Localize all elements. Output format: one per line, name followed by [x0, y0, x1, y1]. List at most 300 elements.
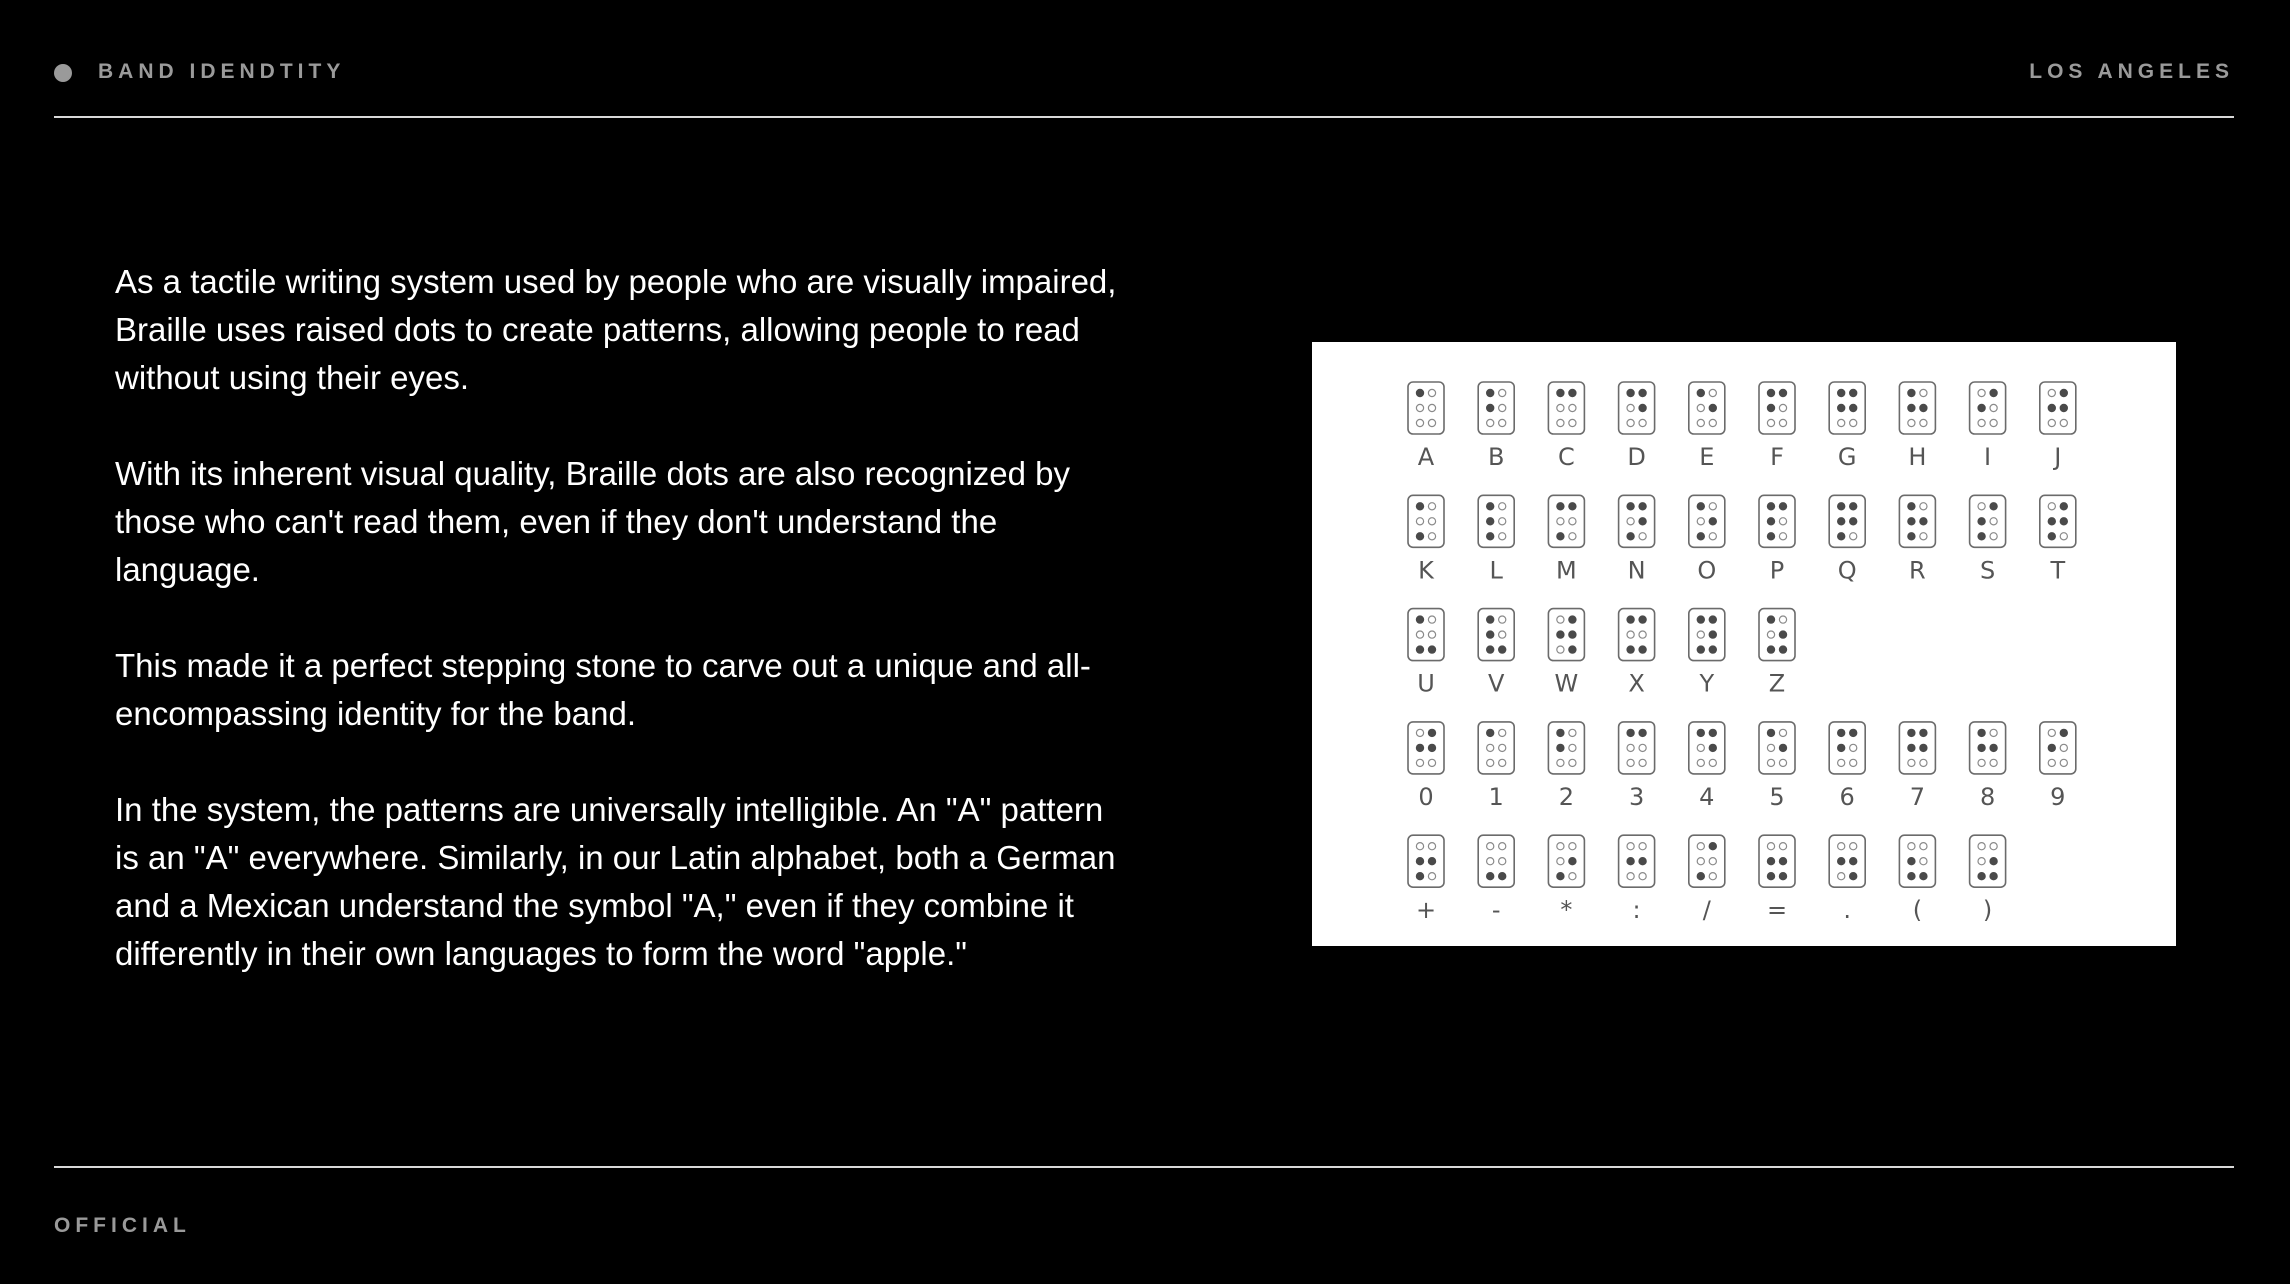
braille-cell-frame [1759, 382, 1795, 434]
braille-dot-empty [1428, 631, 1435, 638]
braille-cell-frame [1689, 722, 1725, 774]
braille-dot-empty [1779, 419, 1786, 426]
braille-dot-raised [1908, 744, 1915, 751]
braille-dot-empty [1908, 759, 1915, 766]
braille-label: ( [1912, 896, 1923, 925]
braille-cell-frame [1970, 722, 2006, 774]
braille-dot-empty [1428, 616, 1435, 623]
braille-dot-empty [1709, 503, 1716, 510]
braille-dot-empty [2060, 419, 2067, 426]
braille-cell-8 [1970, 722, 2006, 811]
braille-cell-frame [1970, 495, 2006, 547]
braille-dot-empty [1779, 616, 1786, 623]
braille-cell-frame [1829, 722, 1865, 774]
braille-dot-empty [1838, 873, 1845, 880]
braille-dot-empty [1499, 843, 1506, 850]
braille-dot-empty [1499, 533, 1506, 540]
braille-cell-frame [1619, 495, 1655, 547]
braille-dot-empty [1428, 533, 1435, 540]
braille-dot-raised [1709, 616, 1716, 623]
braille-cell-frame [1689, 835, 1725, 887]
braille-dot-raised [2048, 404, 2055, 411]
braille-label: C [1558, 443, 1575, 471]
braille-cell-frame [1408, 382, 1444, 434]
braille-dot-raised [1908, 518, 1915, 525]
braille-cell-( [1899, 835, 1935, 924]
braille-dot-empty [2060, 744, 2067, 751]
braille-label: 9 [2050, 782, 2066, 811]
braille-dot-empty [1990, 518, 1997, 525]
braille-dot-raised [1767, 616, 1774, 623]
braille-dot-empty [1569, 729, 1576, 736]
braille-dot-raised [1428, 744, 1435, 751]
braille-dot-raised [2060, 389, 2067, 396]
braille-cell-frame [1408, 835, 1444, 887]
braille-dot-raised [2060, 404, 2067, 411]
braille-dot-raised [1557, 744, 1564, 751]
braille-dot-empty [1978, 759, 1985, 766]
braille-dot-empty [1416, 518, 1423, 525]
braille-dot-empty [1779, 729, 1786, 736]
braille-cell-frame [1548, 722, 1584, 774]
braille-dot-empty [1416, 419, 1423, 426]
braille-dot-empty [1908, 419, 1915, 426]
braille-dot-raised [1416, 616, 1423, 623]
braille-dot-empty [1428, 404, 1435, 411]
braille-dot-raised [1709, 744, 1716, 751]
braille-label: F [1770, 443, 1784, 471]
braille-label: P [1769, 556, 1785, 585]
braille-cell-frame [1548, 835, 1584, 887]
braille-dot-empty [1557, 616, 1564, 623]
header-location: LOS ANGELES [2029, 60, 2234, 83]
braille-dot-raised [1779, 503, 1786, 510]
braille-dot-raised [1767, 533, 1774, 540]
braille-cell-frame [1478, 382, 1514, 434]
braille-cell-= [1759, 835, 1795, 924]
braille-label: W [1554, 669, 1579, 698]
braille-dot-empty [1627, 518, 1634, 525]
braille-dot-raised [1767, 503, 1774, 510]
braille-dot-empty [1697, 759, 1704, 766]
braille-dot-raised [1978, 404, 1985, 411]
braille-dot-raised [1697, 389, 1704, 396]
braille-dot-empty [1487, 843, 1494, 850]
braille-dot-raised [1709, 646, 1716, 653]
braille-label: Q [1837, 556, 1857, 585]
braille-cell-U [1408, 609, 1444, 698]
braille-dot-raised [1557, 503, 1564, 510]
braille-dot-raised [1850, 729, 1857, 736]
braille-dot-empty [1428, 843, 1435, 850]
braille-dot-raised [1838, 533, 1845, 540]
braille-dot-raised [1639, 616, 1646, 623]
paragraph-universality: In the system, the patterns are universally intelligible. An "A" pattern is an "A" everywhere. Similarly, in our Latin alphabet, both a German and a Mexican understand the symbol "A," even if they combine it differently in their own languages to form the word "apple." [115, 791, 1116, 972]
braille-dot-empty [1428, 503, 1435, 510]
braille-chart-panel [1312, 342, 2176, 946]
braille-cell-frame [1759, 722, 1795, 774]
braille-dot-raised [1779, 873, 1786, 880]
braille-cell-frame [1408, 495, 1444, 547]
braille-dot-raised [1569, 616, 1576, 623]
braille-dot-raised [1416, 503, 1423, 510]
braille-dot-empty [1697, 404, 1704, 411]
braille-dot-raised [1850, 858, 1857, 865]
braille-dot-empty [1428, 518, 1435, 525]
braille-dot-raised [1627, 858, 1634, 865]
braille-dot-raised [1767, 518, 1774, 525]
braille-cell-4 [1689, 722, 1725, 811]
braille-label: T [2050, 556, 2066, 585]
braille-dot-raised [1499, 646, 1506, 653]
braille-dot-raised [1838, 729, 1845, 736]
braille-dot-raised [2060, 503, 2067, 510]
braille-dot-raised [1978, 744, 1985, 751]
braille-dot-raised [1487, 646, 1494, 653]
braille-label: O [1697, 556, 1717, 585]
braille-dot-empty [1697, 858, 1704, 865]
header-title: BAND IDENDTITY [98, 60, 346, 83]
braille-dot-empty [1639, 419, 1646, 426]
braille-label: A [1417, 443, 1435, 471]
braille-cell-D [1619, 382, 1655, 471]
braille-dot-raised [1850, 389, 1857, 396]
braille-dot-raised [1838, 404, 1845, 411]
braille-dot-raised [1487, 631, 1494, 638]
braille-label: I [1984, 443, 1992, 471]
braille-dot-empty [1499, 419, 1506, 426]
braille-cell-frame [1408, 609, 1444, 661]
braille-label: X [1628, 669, 1645, 698]
braille-dot-raised [1920, 744, 1927, 751]
braille-dot-raised [1850, 873, 1857, 880]
braille-dot-raised [1569, 858, 1576, 865]
braille-dot-raised [1779, 389, 1786, 396]
braille-dot-raised [1627, 729, 1634, 736]
braille-dot-empty [1639, 631, 1646, 638]
braille-cell-frame [1689, 382, 1725, 434]
braille-dot-raised [1779, 646, 1786, 653]
braille-dot-raised [1838, 503, 1845, 510]
braille-dot-empty [1920, 503, 1927, 510]
braille-cell-5 [1759, 722, 1795, 811]
braille-cell-frame [1478, 835, 1514, 887]
braille-cell-frame [1759, 609, 1795, 661]
braille-dot-empty [1697, 843, 1704, 850]
braille-label: S [1979, 556, 1996, 585]
braille-dot-raised [1499, 873, 1506, 880]
braille-cell-X [1619, 609, 1655, 698]
braille-dot-empty [1990, 533, 1997, 540]
braille-dot-raised [1639, 404, 1646, 411]
braille-label: E [1699, 443, 1715, 471]
braille-label: R [1909, 556, 1926, 585]
braille-dot-raised [1697, 503, 1704, 510]
braille-cell-Q [1829, 495, 1865, 584]
braille-label: 3 [1628, 782, 1645, 811]
braille-dot-empty [2048, 419, 2055, 426]
braille-dot-empty [1487, 419, 1494, 426]
braille-label: . [1843, 896, 1852, 925]
braille-cell-frame [1619, 722, 1655, 774]
braille-cell-frame [2040, 495, 2076, 547]
braille-dot-raised [1697, 729, 1704, 736]
braille-dot-empty [1779, 518, 1786, 525]
braille-dot-empty [1779, 533, 1786, 540]
braille-dot-raised [1639, 503, 1646, 510]
braille-dot-empty [2060, 759, 2067, 766]
braille-dot-empty [1990, 404, 1997, 411]
braille-dot-empty [1499, 518, 1506, 525]
braille-dot-raised [1978, 533, 1985, 540]
braille-dot-empty [1557, 759, 1564, 766]
braille-dot-empty [1709, 759, 1716, 766]
braille-cell-B [1478, 382, 1514, 471]
braille-dot-raised [1569, 646, 1576, 653]
braille-dot-raised [1697, 646, 1704, 653]
braille-cell-frame [1829, 495, 1865, 547]
braille-dot-empty [1416, 631, 1423, 638]
braille-dot-empty [1850, 843, 1857, 850]
braille-dot-empty [1779, 759, 1786, 766]
braille-dot-empty [1627, 631, 1634, 638]
braille-dot-raised [1639, 518, 1646, 525]
braille-dot-raised [1697, 873, 1704, 880]
braille-dot-raised [1767, 389, 1774, 396]
paragraph-identity: This made it a perfect stepping stone to carve out a unique and all-encompassing identity for the band. [115, 647, 1091, 732]
braille-cell-- [1478, 835, 1514, 924]
braille-dot-raised [1990, 389, 1997, 396]
braille-dot-empty [1838, 843, 1845, 850]
braille-label: M [1556, 556, 1577, 585]
braille-dot-empty [1850, 533, 1857, 540]
braille-cell-frame [2040, 722, 2076, 774]
braille-dot-raised [1569, 503, 1576, 510]
braille-dot-empty [1709, 873, 1716, 880]
braille-dot-raised [1627, 503, 1634, 510]
braille-dot-empty [1499, 744, 1506, 751]
braille-label: V [1487, 669, 1505, 698]
braille-dot-raised [1779, 744, 1786, 751]
braille-dot-empty [1639, 759, 1646, 766]
braille-dot-empty [1697, 419, 1704, 426]
braille-dot-empty [1627, 873, 1634, 880]
braille-dot-empty [1920, 843, 1927, 850]
braille-dot-raised [1487, 404, 1494, 411]
braille-cell-W [1548, 609, 1584, 698]
braille-cell-V [1478, 609, 1514, 698]
braille-dot-empty [1639, 744, 1646, 751]
braille-cell-frame [1759, 495, 1795, 547]
braille-dot-empty [1767, 759, 1774, 766]
braille-dot-empty [1557, 843, 1564, 850]
braille-dot-raised [2060, 729, 2067, 736]
braille-dot-empty [1569, 744, 1576, 751]
braille-dot-raised [1767, 858, 1774, 865]
braille-dot-empty [1416, 759, 1423, 766]
braille-label: + [1415, 896, 1437, 925]
braille-dot-raised [1697, 616, 1704, 623]
braille-cell-/ [1689, 835, 1725, 924]
braille-dot-empty [1850, 744, 1857, 751]
braille-dot-raised [1920, 518, 1927, 525]
braille-label: L [1489, 556, 1503, 585]
braille-cell-frame [1478, 609, 1514, 661]
braille-dot-empty [1487, 744, 1494, 751]
braille-cell-T [2040, 495, 2076, 584]
braille-dot-empty [1709, 533, 1716, 540]
braille-dot-empty [1838, 419, 1845, 426]
braille-cell-1 [1478, 722, 1514, 811]
braille-dot-empty [2048, 759, 2055, 766]
braille-dot-raised [1850, 503, 1857, 510]
braille-dot-empty [1978, 503, 1985, 510]
braille-dot-raised [1639, 389, 1646, 396]
braille-cell-S [1970, 495, 2006, 584]
paragraph-visual-quality: With its inherent visual quality, Braille dots are also recognized by those who can't read them, even if they don't understand the language. [115, 455, 1071, 588]
braille-dot-raised [1908, 404, 1915, 411]
braille-dot-raised [1838, 518, 1845, 525]
braille-label: N [1627, 556, 1646, 585]
braille-dot-empty [1416, 404, 1423, 411]
braille-cell-frame [1899, 722, 1935, 774]
braille-cell-frame [1478, 722, 1514, 774]
braille-dot-raised [1557, 873, 1564, 880]
braille-dot-empty [1697, 631, 1704, 638]
braille-dot-raised [1838, 858, 1845, 865]
braille-dot-empty [1767, 631, 1774, 638]
braille-label: ) [1982, 896, 1993, 925]
braille-dot-empty [1767, 843, 1774, 850]
braille-dot-raised [1557, 389, 1564, 396]
braille-dot-raised [1990, 744, 1997, 751]
braille-dot-raised [1709, 518, 1716, 525]
braille-dot-empty [1767, 744, 1774, 751]
braille-dot-empty [1499, 759, 1506, 766]
braille-dot-raised [2048, 518, 2055, 525]
braille-dot-empty [1499, 404, 1506, 411]
braille-dot-raised [1697, 533, 1704, 540]
braille-label: * [1560, 896, 1573, 925]
braille-dot-empty [1557, 518, 1564, 525]
braille-cell-frame [1689, 495, 1725, 547]
braille-dot-empty [1499, 616, 1506, 623]
braille-dot-raised [1639, 646, 1646, 653]
braille-dot-empty [1569, 843, 1576, 850]
braille-dot-empty [1990, 419, 1997, 426]
braille-label: K [1418, 556, 1434, 585]
braille-cell-frame [1759, 835, 1795, 887]
braille-cell-E [1689, 382, 1725, 471]
braille-cell-frame [1970, 382, 2006, 434]
braille-dot-raised [1416, 533, 1423, 540]
braille-cell-frame [1899, 835, 1935, 887]
braille-cell-frame [1619, 609, 1655, 661]
braille-dot-empty [1569, 419, 1576, 426]
braille-dot-raised [1416, 858, 1423, 865]
braille-cell-. [1829, 835, 1865, 924]
braille-dot-raised [1639, 729, 1646, 736]
braille-dot-raised [1709, 404, 1716, 411]
braille-dot-raised [1627, 646, 1634, 653]
braille-cell-F [1759, 382, 1795, 471]
braille-dot-empty [1499, 631, 1506, 638]
header-dot-icon [54, 64, 72, 82]
braille-dot-raised [1428, 646, 1435, 653]
braille-dot-empty [1920, 419, 1927, 426]
braille-cell-3 [1619, 722, 1655, 811]
braille-dot-raised [1767, 873, 1774, 880]
braille-cell-H [1899, 382, 1935, 471]
braille-dot-raised [1767, 646, 1774, 653]
braille-dot-raised [1978, 518, 1985, 525]
braille-dot-empty [1627, 843, 1634, 850]
braille-dot-empty [1709, 389, 1716, 396]
braille-dot-empty [1978, 419, 1985, 426]
paragraph-intro: As a tactile writing system used by people who are visually impaired, Braille uses raised dots to create patterns, allowing people to read without using their eyes. [115, 263, 1117, 396]
braille-cell-C [1548, 382, 1584, 471]
braille-cell-Y [1689, 609, 1725, 698]
braille-dot-empty [1499, 858, 1506, 865]
braille-dot-raised [1920, 404, 1927, 411]
braille-dot-empty [1627, 419, 1634, 426]
braille-dot-raised [1487, 503, 1494, 510]
braille-dot-empty [1779, 404, 1786, 411]
braille-dot-raised [1908, 503, 1915, 510]
braille-dot-empty [1627, 744, 1634, 751]
braille-dot-empty [1627, 759, 1634, 766]
braille-dot-raised [1767, 729, 1774, 736]
braille-dot-empty [1499, 389, 1506, 396]
braille-dot-empty [1487, 858, 1494, 865]
braille-dot-empty [1990, 843, 1997, 850]
braille-cell-K [1408, 495, 1444, 584]
braille-cell-0 [1408, 722, 1444, 811]
braille-dot-raised [1838, 389, 1845, 396]
footer-divider [54, 1166, 2234, 1168]
braille-dot-raised [1416, 873, 1423, 880]
braille-dot-empty [1499, 503, 1506, 510]
braille-label: 4 [1699, 782, 1715, 811]
braille-dot-raised [1908, 389, 1915, 396]
braille-dot-raised [1908, 873, 1915, 880]
braille-label: = [1766, 896, 1788, 925]
braille-dot-raised [1908, 729, 1915, 736]
braille-cell-N [1619, 495, 1655, 584]
braille-dot-empty [1499, 729, 1506, 736]
braille-label: 2 [1558, 782, 1575, 811]
braille-dot-empty [1697, 518, 1704, 525]
braille-dot-empty [2060, 533, 2067, 540]
braille-cell-frame [1548, 609, 1584, 661]
braille-dot-raised [2048, 744, 2055, 751]
braille-cell-M [1548, 495, 1584, 584]
header [54, 0, 2234, 118]
braille-dot-empty [1697, 744, 1704, 751]
braille-dot-empty [1850, 759, 1857, 766]
braille-dot-empty [1569, 533, 1576, 540]
braille-dot-raised [1627, 389, 1634, 396]
braille-dot-raised [1487, 533, 1494, 540]
braille-dot-empty [1639, 843, 1646, 850]
braille-dot-empty [1569, 404, 1576, 411]
braille-dot-empty [1978, 389, 1985, 396]
braille-dot-empty [1709, 858, 1716, 865]
braille-dot-empty [1428, 759, 1435, 766]
braille-cell-: [1619, 835, 1655, 924]
braille-label: Y [1699, 669, 1715, 698]
braille-dot-raised [1627, 616, 1634, 623]
